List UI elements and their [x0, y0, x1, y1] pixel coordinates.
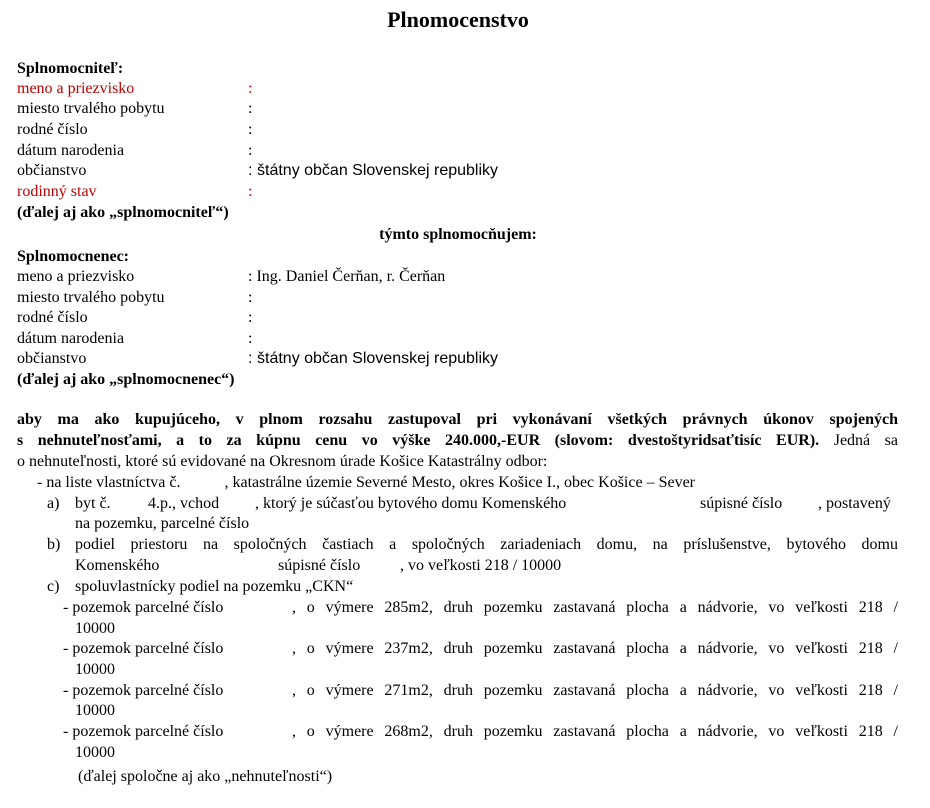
- agent-id-label: rodné číslo: [17, 309, 88, 326]
- agent-birthdate-colon: :: [248, 330, 253, 347]
- item-c-marker: c): [47, 578, 60, 595]
- body-bold-line1: aby ma ako kupujúceho, v plnom rozsahu zastupoval pri vykonávaní všetkých právnych úkonov spojených: [17, 411, 898, 428]
- principal-name-colon: :: [248, 80, 253, 97]
- principal-address-colon: :: [248, 100, 253, 117]
- item-a-text-1: byt č.: [75, 495, 111, 512]
- agent-name-value: : Ing. Daniel Čerňan, r. Čerňan: [248, 268, 446, 285]
- item-a-line2: na pozemku, parcelné číslo: [75, 515, 250, 532]
- authorize-line: týmto splnomocňujem:: [379, 226, 537, 243]
- principal-alias: (ďalej aj ako „splnomocniteľ“): [17, 204, 229, 221]
- principal-address-label: miesto trvalého pobytu: [17, 100, 165, 117]
- item-a-text-4: súpisné číslo: [700, 495, 783, 512]
- item-b-line1: podiel priestoru na spoločných častiach a spoločných zariadeniach domu, na príslušenstve, bytového domu: [75, 536, 898, 553]
- principal-citizenship-value: štátny občan Slovenskej republiky: [257, 162, 499, 179]
- item-b-marker: b): [47, 536, 61, 553]
- item-b-text-2: súpisné číslo: [278, 557, 361, 574]
- parcel-1-cont: 10000: [75, 620, 115, 637]
- agent-address-label: miesto trvalého pobytu: [17, 289, 165, 306]
- principal-citizenship-label: občianstvo: [17, 162, 87, 179]
- item-c-line1: spoluvlastnícky podiel na pozemku „CKN“: [75, 578, 354, 595]
- agent-birthdate-label: dátum narodenia: [17, 330, 125, 347]
- list-ownership-line: - na liste vlastníctva č. , katastrálne územie Severné Mesto, okres Košice I., obec Košice – Sever: [37, 474, 696, 491]
- item-a-text-3: , ktorý je súčasťou bytového domu Komenského: [255, 495, 567, 512]
- agent-id-colon: :: [248, 309, 253, 326]
- agent-alias: (ďalej aj ako „splnomocnenec“): [17, 371, 235, 388]
- item-a-text-5: , postavený: [818, 495, 891, 512]
- item-a-marker: a): [47, 495, 60, 512]
- parcel-2-cont: 10000: [75, 661, 115, 678]
- parcel-3-label: - pozemok parcelné číslo: [63, 682, 224, 699]
- parcel-4-label: - pozemok parcelné číslo: [63, 723, 224, 740]
- closing-line: (ďalej spoločne aj ako „nehnuteľnosti“): [78, 768, 333, 785]
- parcel-4-text: , o výmere 268m2, druh pozemku zastavaná plocha a nádvorie, vo veľkosti 218 /: [292, 723, 898, 740]
- document-title: Plnomocenstvo: [387, 7, 529, 32]
- parcel-4-cont: 10000: [75, 744, 115, 761]
- principal-citizenship-colon: :: [248, 162, 253, 179]
- principal-heading: Splnomocniteľ:: [17, 60, 124, 77]
- parcel-2-label: - pozemok parcelné číslo: [63, 640, 224, 657]
- body-line2: [17, 431, 898, 450]
- parcel-3-text: , o výmere 271m2, druh pozemku zastavaná plocha a nádvorie, vo veľkosti 218 /: [292, 682, 898, 699]
- item-b-text-1: Komenského: [75, 557, 160, 574]
- agent-heading: Splnomocnenec:: [17, 248, 129, 265]
- item-a-text-2: 4.p., vchod: [148, 495, 220, 512]
- body-bold-line2: s nehnuteľnosťami, a to za kúpnu cenu vo výške 240.000,-EUR (slovom: dvestoštyridsaťtisíc EUR).: [17, 432, 820, 449]
- item-b-text-3: , vo veľkosti 218 / 10000: [400, 557, 562, 574]
- body-line2-tail: Jedná sa: [833, 432, 899, 449]
- parcel-1-text: , o výmere 285m2, druh pozemku zastavaná plocha a nádvorie, vo veľkosti 218 /: [292, 599, 898, 616]
- agent-citizenship-colon: :: [248, 350, 253, 367]
- principal-id-label: rodné číslo: [17, 121, 88, 138]
- agent-address-colon: :: [248, 289, 253, 306]
- principal-birthdate-label: dátum narodenia: [17, 142, 125, 159]
- principal-id-colon: :: [248, 121, 253, 138]
- agent-citizenship-label: občianstvo: [17, 350, 87, 367]
- principal-birthdate-colon: :: [248, 142, 253, 159]
- parcel-1-label: - pozemok parcelné číslo: [63, 599, 224, 616]
- agent-citizenship-value: štátny občan Slovenskej republiky: [257, 350, 499, 367]
- principal-marital-colon: :: [248, 183, 253, 200]
- agent-name-label: meno a priezvisko: [17, 268, 135, 285]
- body-line3: o nehnuteľnosti, ktoré sú evidované na Okresnom úrade Košice Katastrálny odbor:: [17, 453, 548, 470]
- principal-name-label: meno a priezvisko: [17, 80, 135, 97]
- agent-name-text: Ing. Daniel Čerňan, r. Čerňan: [256, 268, 446, 285]
- principal-marital-label: rodinný stav: [17, 183, 97, 200]
- parcel-2-text: , o výmere 237m2, druh pozemku zastavaná plocha a nádvorie, vo veľkosti 218 /: [292, 640, 898, 657]
- parcel-3-cont: 10000: [75, 702, 115, 719]
